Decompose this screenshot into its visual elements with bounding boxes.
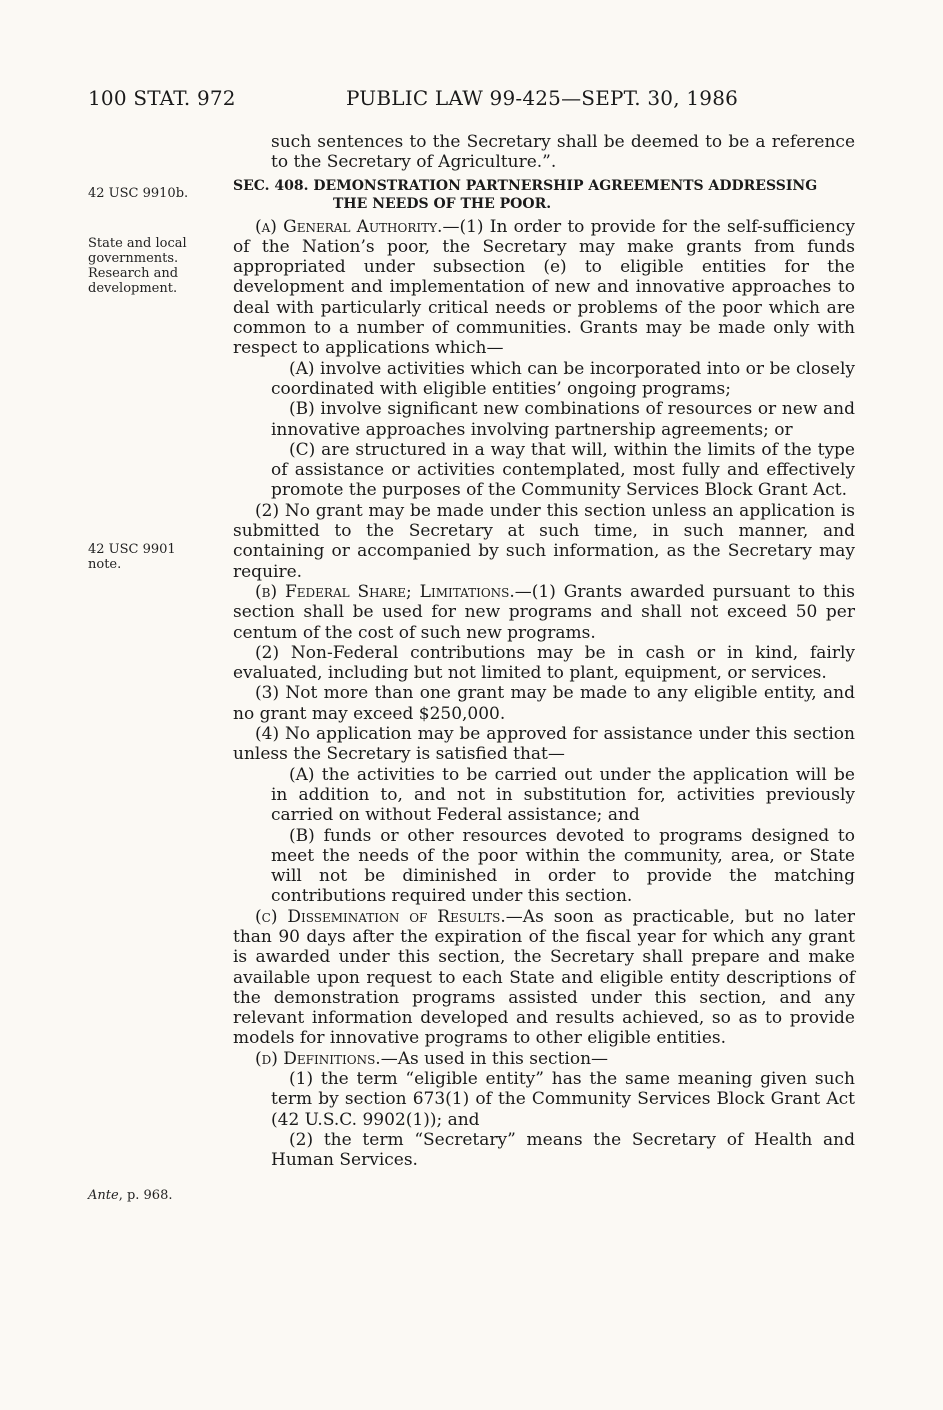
section-heading	[233, 177, 855, 213]
ante-italic: Ante	[88, 1188, 119, 1203]
subsection-b-2: (2) Non-Federal contributions may be in cash or in kind, fairly evaluated, including but not limited to plant, equipment, or services.	[233, 642, 855, 684]
subsection-a	[233, 217, 855, 359]
subsection-a-B: (B) involve significant new combinations of resources or new and innovative approaches involving partnership agreements; or	[271, 399, 855, 440]
margin-note-ante	[88, 1188, 228, 1203]
section-heading-line2: THE NEEDS OF THE POOR.	[333, 195, 552, 212]
subsection-d-1: (1) the term “eligible entity” has the same meaning given such term by section 673(1) of the Community Services Block Grant Act (42 U.S.C. 9902(1)); and	[271, 1069, 855, 1130]
margin-note-usc-9901: 42 USC 9901 note.	[88, 542, 176, 572]
subsection-c	[233, 907, 855, 1049]
public-law-title: PUBLIC LAW 99-425—SEPT. 30, 1986	[346, 86, 739, 110]
subsection-a-text: —(1) In order to provide for the self-sufficiency of the Nation’s poor, the Secretary may make grants from funds appropriated under subsection (e) to eligible entities for the development and implementation of new and innovative approaches to deal with particularly critical needs or problems of the poor which are common to a number of communities. Grants may be made only with respect to applications which—	[233, 216, 855, 359]
subsection-b-1: —(1) Grants awarded pursuant to this section shall be used for new programs and shall not exceed 50 per centum of the cost of such new programs.	[233, 581, 855, 643]
margin-note-state-local: State and local governments. Research and development.	[88, 236, 187, 296]
ante-page: , p. 968.	[118, 1188, 173, 1203]
subsection-c-text: —As soon as practicable, but no later than 90 days after the expiration of the fiscal year for which any grant is awarded under this section, the Secretary shall prepare and make available upon request to each State and eligible entity descriptions of the demonstration programs assisted under this section, and any relevant information developed and results achieved, so as to provide models for innovative programs to other eligible entities.	[233, 906, 855, 1049]
section-heading-line1: SEC. 408. DEMONSTRATION PARTNERSHIP AGREEMENTS ADDRESSING	[233, 177, 818, 194]
subsection-d	[233, 1049, 855, 1069]
subsection-d-2: (2) the term “Secretary” means the Secretary of Health and Human Services.	[271, 1129, 855, 1171]
subsection-b-A: (A) the activities to be carried out under the application will be in addition to, and not in substitution for, activities previously carried on without Federal assistance; and	[271, 764, 855, 826]
subsection-b-4: (4) No application may be approved for assistance under this section unless the Secretary is satisfied that—	[233, 724, 855, 765]
subsection-a-label: (a) General Authority.	[255, 216, 443, 237]
subsection-a-2: (2) No grant may be made under this section unless an application is submitted to the Secretary at such time, in such manner, and containing or accompanied by such information, as the Secretary may require.	[233, 500, 855, 582]
subsection-a-C: (C) are structured in a way that will, within the limits of the type of assistance or activities contemplated, most fully and effectively promote the purposes of the Community Services Block Grant Act.	[271, 439, 855, 501]
subsection-d-text: —As used in this section—	[380, 1048, 609, 1069]
subsection-b	[233, 582, 855, 643]
subsection-c-label: (c) Dissemination of Results.	[255, 906, 506, 927]
opening-text: such sentences to the Secretary shall be deemed to be a reference to the Secretary of Agriculture.”.	[271, 132, 855, 173]
margin-note-usc-9910b: 42 USC 9910b.	[88, 186, 189, 201]
statute-page-number: 100 STAT. 972	[88, 86, 236, 110]
subsection-b-B: (B) funds or other resources devoted to programs designed to meet the needs of the poor within the community, area, or State will not be diminished in order to provide the matching contributions required under this section.	[271, 825, 855, 907]
subsection-b-label: (b) Federal Share; Limitations.	[255, 581, 515, 602]
subsection-b-3: (3) Not more than one grant may be made to any eligible entity, and no grant may exceed $250,000.	[233, 683, 855, 724]
subsection-a-A: (A) involve activities which can be incorporated into or be closely coordinated with eligible entities’ ongoing programs;	[271, 358, 855, 399]
document-body	[233, 132, 855, 1171]
subsection-d-label: (d) Definitions.	[255, 1048, 381, 1069]
